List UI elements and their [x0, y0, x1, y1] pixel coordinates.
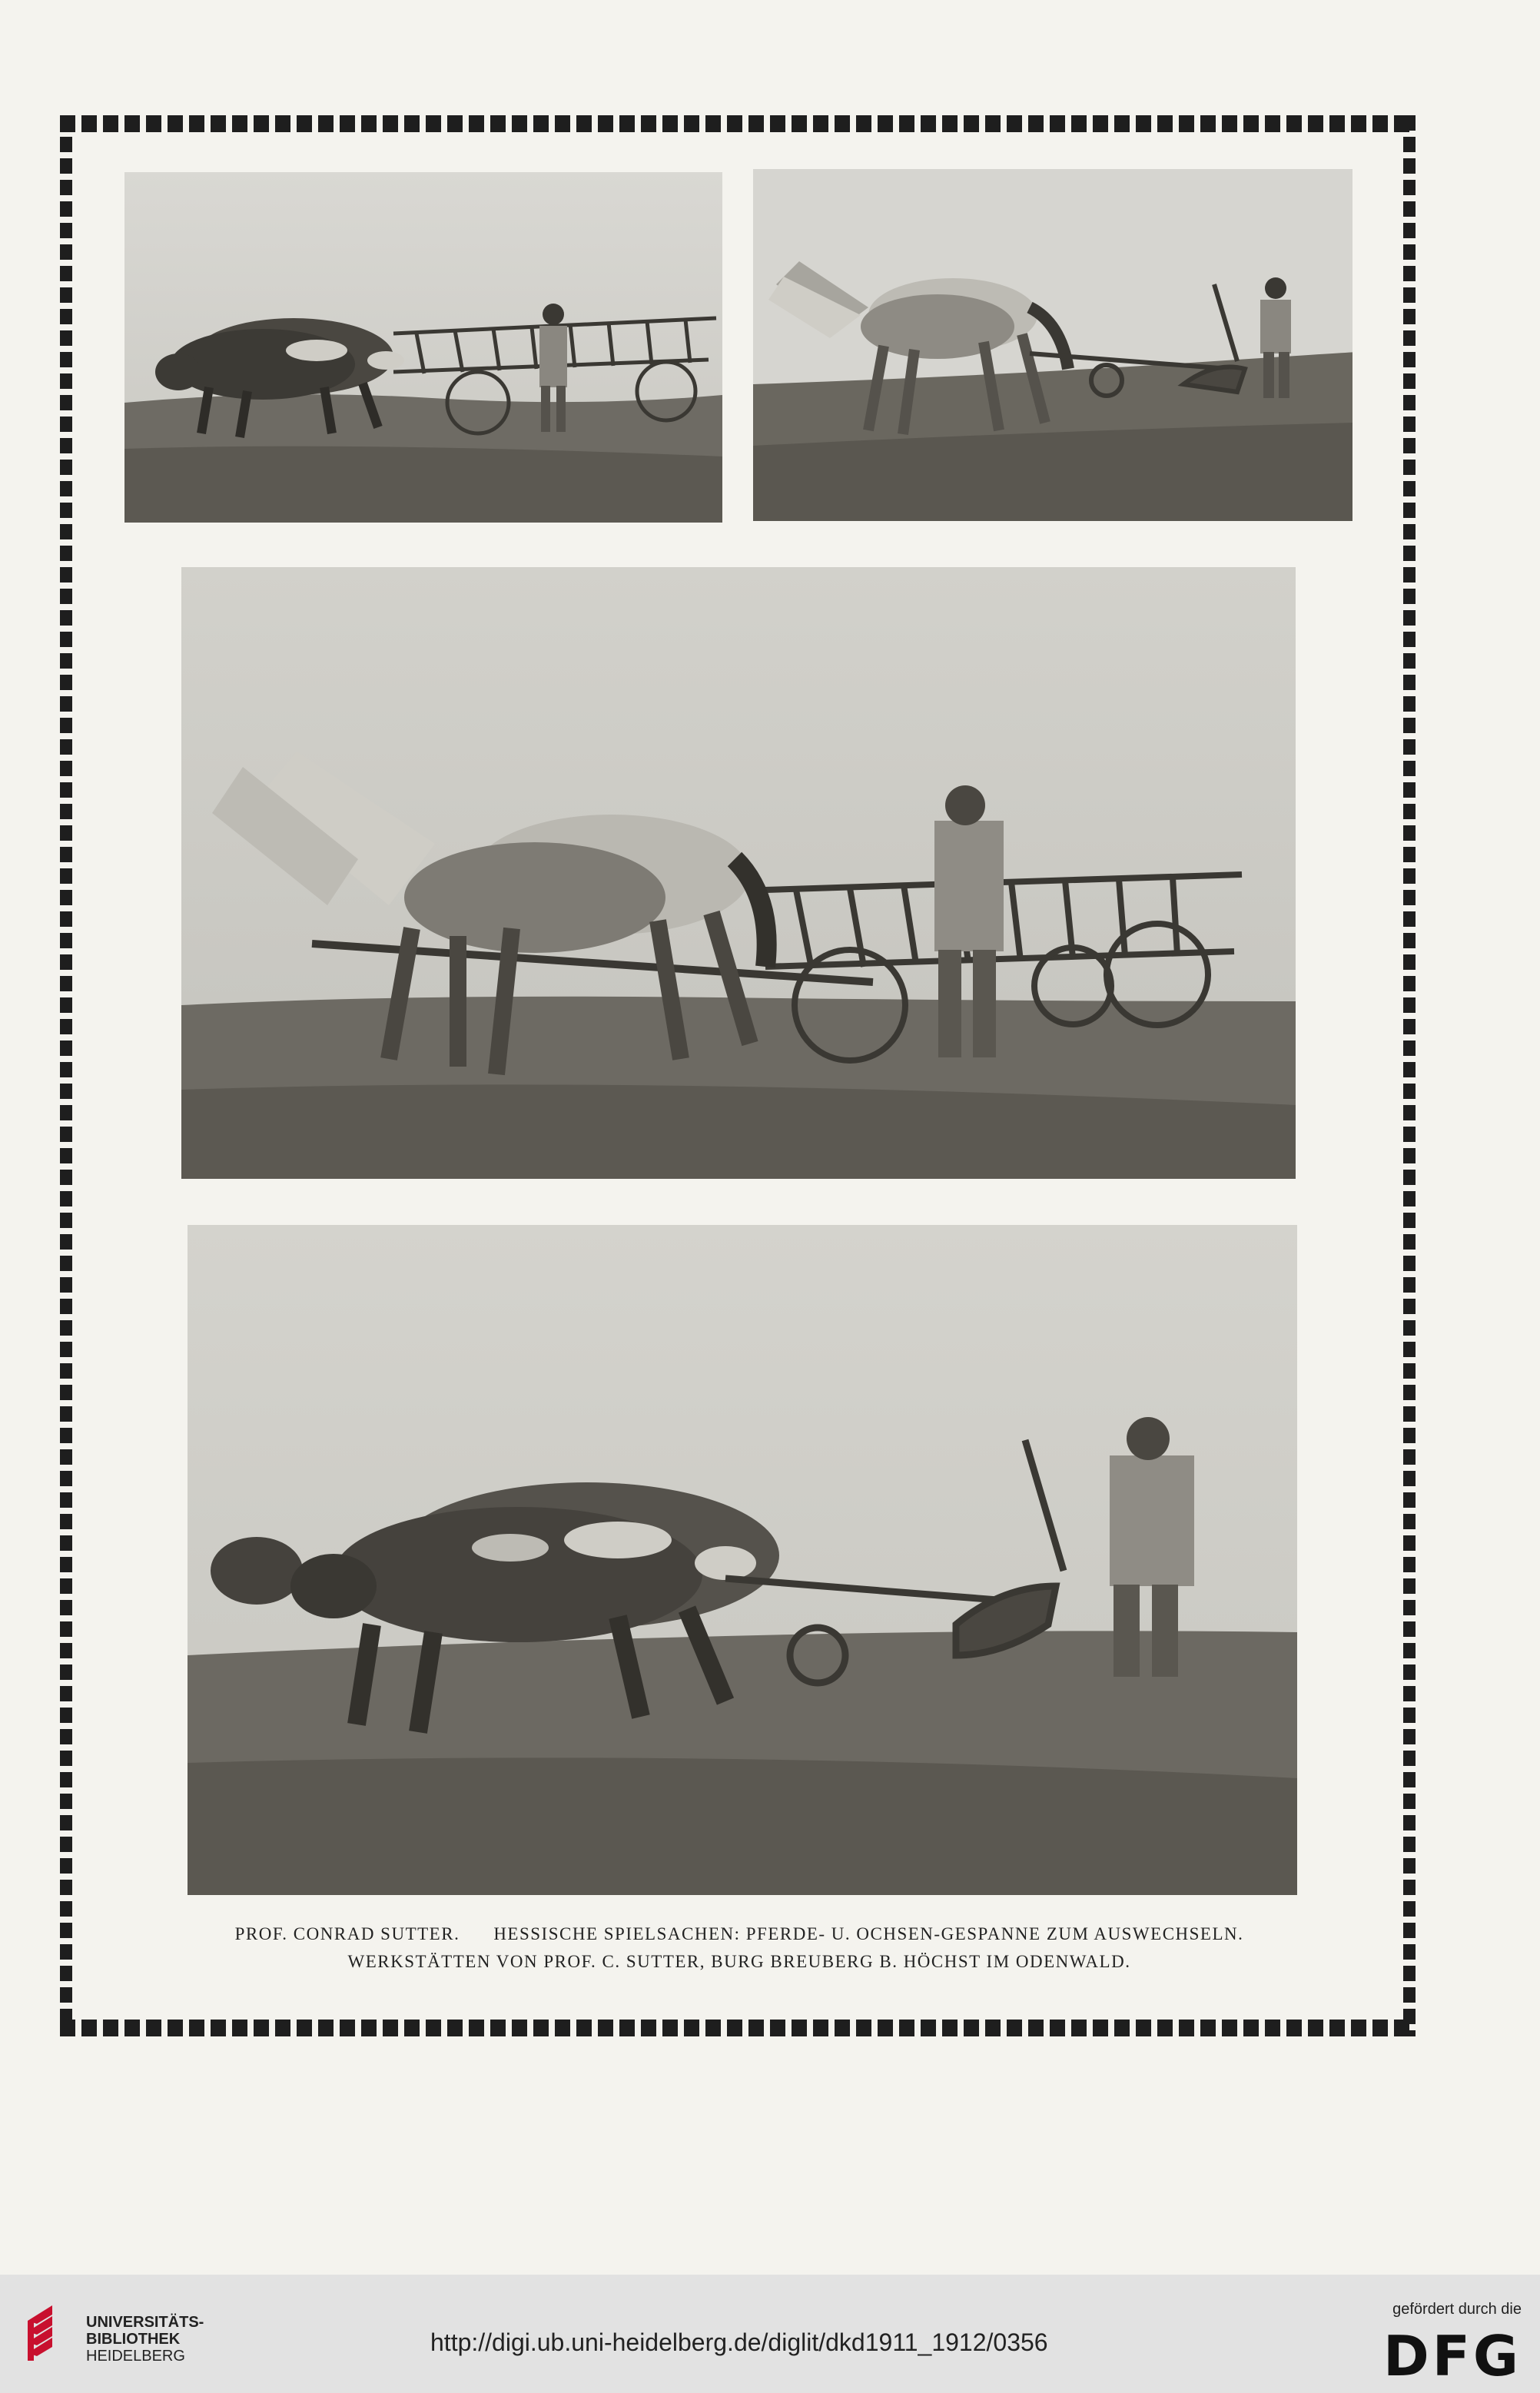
library-name-line-2: BIBLIOTHEK — [86, 2331, 181, 2348]
university-library-logo-icon[interactable] — [22, 2298, 71, 2371]
frame-border-right — [1403, 115, 1416, 2036]
caption-line-2: WERKSTÄTTEN VON PROF. C. SUTTER, BURG BREUBERG B. HÖCHST IM ODENWALD. — [347, 1952, 1131, 1971]
caption-credit: PROF. CONRAD SUTTER. — [234, 1924, 460, 1943]
photo-ox-team-wagon — [124, 172, 722, 523]
funding-label: gefördert durch die — [1392, 2301, 1522, 2318]
frame-border-bottom — [60, 2020, 1414, 2036]
dfg-logo[interactable]: DFG — [1382, 2324, 1522, 2388]
permalink-url[interactable]: http://digi.ub.uni-heidelberg.de/diglit/dkd1911_1912/0356 — [430, 2328, 1048, 2356]
caption-line-1 — [124, 1924, 1354, 1944]
frame-border-top — [60, 115, 1414, 132]
library-name-line-1: UNIVERSITÄTS- — [86, 2314, 204, 2331]
digitization-footer — [0, 2275, 1540, 2393]
photo-ox-team-plough-large — [188, 1225, 1297, 1895]
photo-horse-team-plough — [753, 169, 1352, 521]
caption-title: HESSISCHE SPIELSACHEN: PFERDE- U. OCHSEN-GESPANNE ZUM AUSWECHSELN. — [493, 1924, 1244, 1943]
library-name-line-3: HEIDELBERG — [86, 2348, 185, 2365]
photo-horse-team-wagon-large — [181, 567, 1296, 1179]
frame-border-left — [60, 115, 72, 2036]
